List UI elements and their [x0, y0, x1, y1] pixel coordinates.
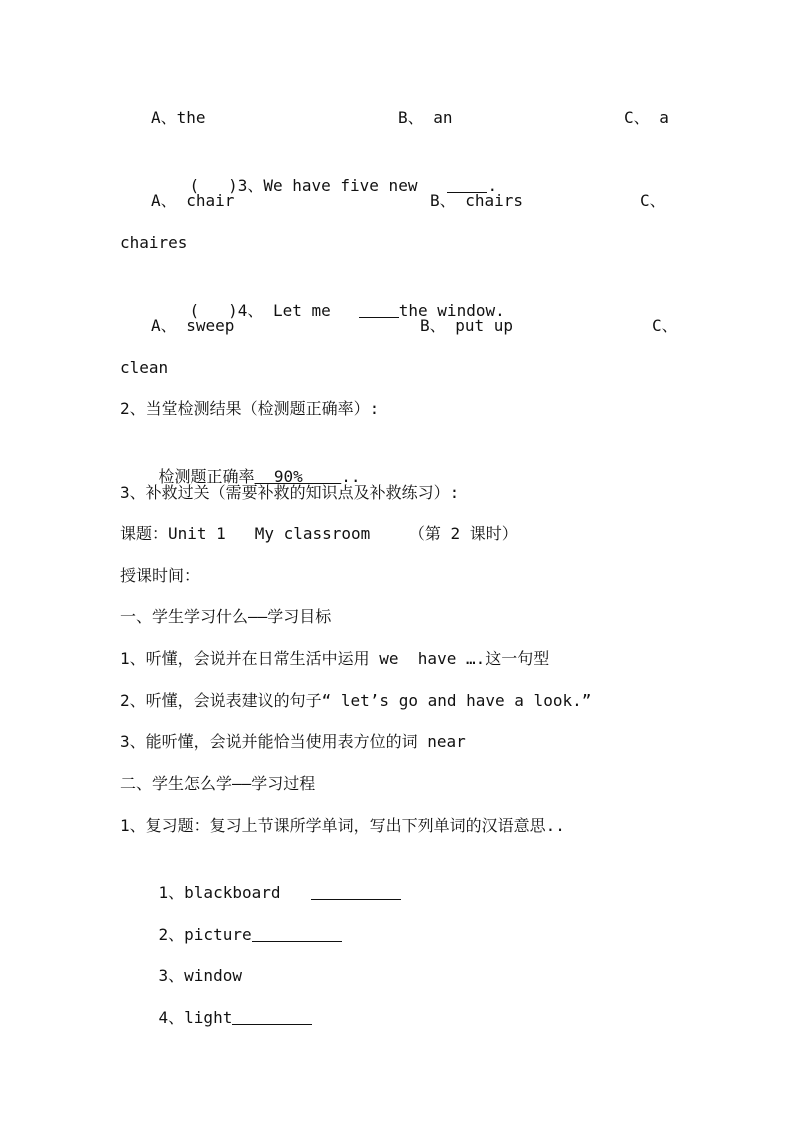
- q2-option-a: A、the: [151, 108, 206, 127]
- review-instruction: 1、复习题：复习上节课所学单词，写出下列单词的汉语意思..: [120, 816, 565, 835]
- teach-time: 授课时间：: [120, 566, 201, 585]
- question-4-suffix: the window.: [398, 301, 505, 320]
- word-item: [120, 854, 401, 902]
- word-text: 4、light: [158, 1008, 233, 1027]
- word-item: [120, 896, 342, 944]
- result-label: 检测题正确率: [158, 467, 255, 486]
- word-text: 3、window: [158, 966, 242, 985]
- result-suffix: ..: [341, 467, 361, 486]
- question-4-blank: [359, 299, 399, 318]
- word-blank: [232, 1006, 312, 1025]
- question-3: [151, 147, 498, 195]
- result-line: [120, 438, 361, 486]
- q3-option-c-text: chaires: [120, 233, 188, 252]
- word-item: [120, 937, 242, 985]
- question-3-suffix: .: [487, 176, 498, 195]
- q3-option-a: A、 chair: [151, 191, 235, 210]
- result-value: 90%: [254, 467, 342, 486]
- word-blank: [252, 923, 342, 942]
- question-4: [151, 272, 505, 320]
- lesson-title: 课题：Unit 1 My classroom （第 2 课时）: [120, 524, 518, 543]
- word-text: 2、picture: [158, 925, 252, 944]
- q2-option-b: B、 an: [398, 108, 453, 127]
- q3-option-c: C、: [640, 191, 666, 210]
- q4-option-b: B、 put up: [420, 316, 514, 335]
- question-3-text: ( )3、We have five new: [189, 176, 418, 195]
- q3-option-b: B、 chairs: [430, 191, 524, 210]
- section-learning-goals: 一、学生学习什么——学习目标: [120, 607, 332, 626]
- q4-option-c: C、: [652, 316, 678, 335]
- goal-3: 3、能听懂，会说并能恰当使用表方位的词 near: [120, 732, 466, 751]
- q4-option-a: A、 sweep: [151, 316, 235, 335]
- question-4-text: ( )4、 Let me: [189, 301, 331, 320]
- goal-1: 1、听懂，会说并在日常生活中运用 we have ….这一句型: [120, 649, 550, 668]
- word-item: [120, 979, 312, 1027]
- result-heading: 2、当堂检测结果（检测题正确率）:: [120, 399, 380, 418]
- q2-option-c: C、 a: [624, 108, 669, 127]
- section-learning-process: 二、学生怎么学——学习过程: [120, 774, 316, 793]
- remedy-heading: 3、补救过关（需要补救的知识点及补救练习）:: [120, 483, 460, 502]
- goal-2: 2、听懂，会说表建议的句子“ let’s go and have a look.”: [120, 691, 592, 710]
- q4-option-c-text: clean: [120, 358, 169, 377]
- word-text: 1、blackboard: [158, 883, 281, 902]
